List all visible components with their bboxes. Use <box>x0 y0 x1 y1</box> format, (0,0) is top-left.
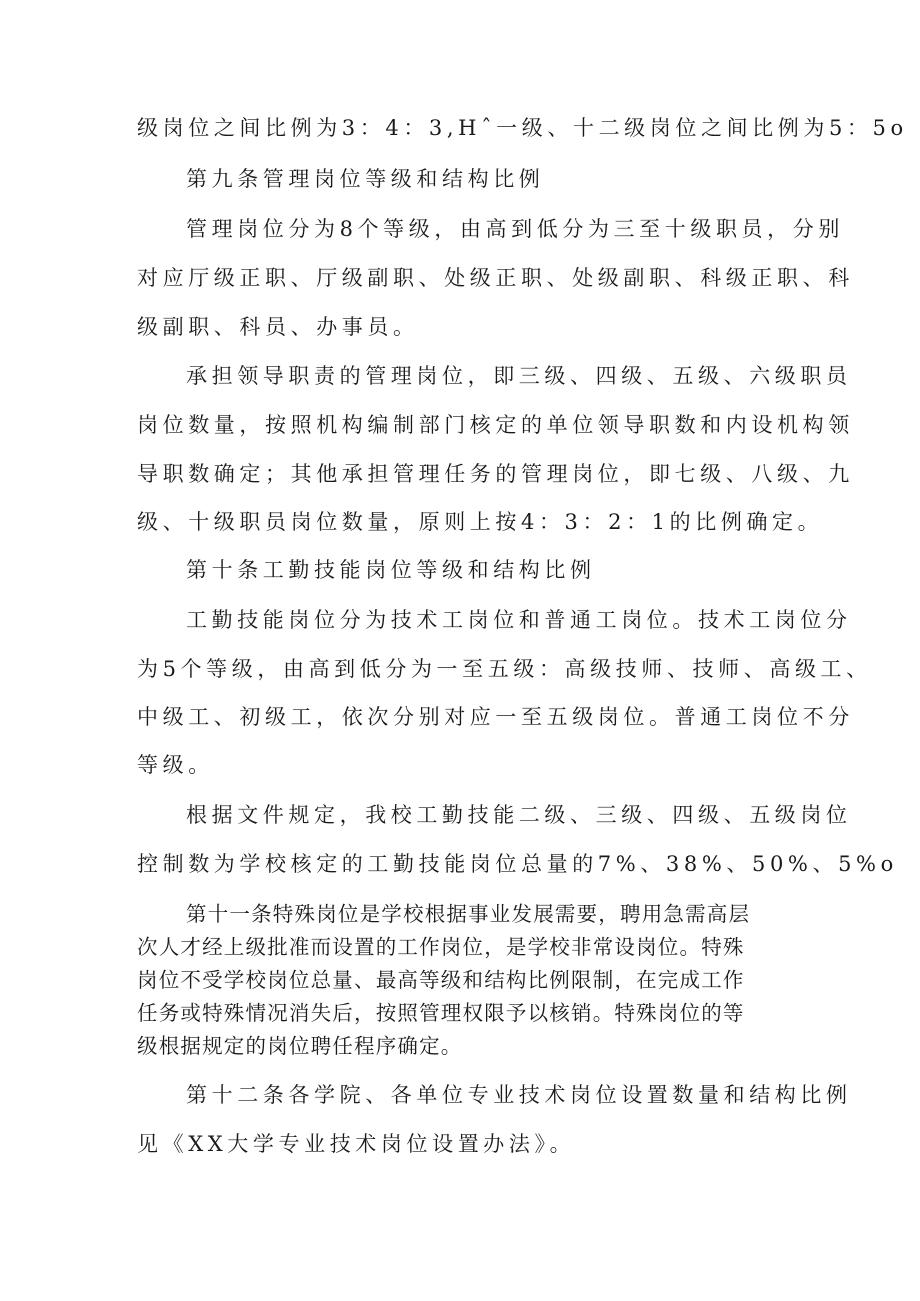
text-line: 级根据规定的岗位聘任程序确定。 <box>137 1034 463 1058</box>
text-line: 工勤技能岗位分为技术工岗位和普通工岗位。技术工岗位分 <box>186 608 852 632</box>
text-line: 为5个等级，由高到低分为一至五级：高级技师、技师、高级工、 <box>137 657 872 681</box>
text-line: 级岗位之间比例为3：4：3,Hˆ一级、十二级岗位之间比例为5：5o <box>137 116 908 140</box>
text-line: 岗位不受学校岗位总量、最高等级和结构比例限制，在完成工作 <box>137 968 745 992</box>
text-line: 等级。 <box>137 753 214 777</box>
text-line: 承担领导职责的管理岗位，即三级、四级、五级、六级职员 <box>186 364 852 388</box>
text-line: 级副职、科员、办事员。 <box>137 315 419 339</box>
text-line: 见《XX大学专业技术岗位设置办法》。 <box>137 1132 576 1156</box>
text-line: 次人才经上级批准而设置的工作岗位，是学校非常设岗位。特殊 <box>137 935 745 959</box>
text-line: 岗位数量，按照机构编制部门核定的单位领导职数和内设机构领 <box>137 413 854 437</box>
text-line: 任务或特殊情况消失后，按照管理权限予以核销。特殊岗位的等 <box>137 1001 745 1025</box>
text-line: 对应厅级正职、厅级副职、处级正职、处级副职、科级正职、科 <box>137 266 854 290</box>
text-line: 级、十级职员岗位数量，原则上按4：3：2：1的比例确定。 <box>137 510 824 534</box>
article-heading: 第十条工勤技能岗位等级和结构比例 <box>186 558 596 582</box>
text-line: 管理岗位分为8个等级，由高到低分为三至十级职员，分别 <box>186 217 844 241</box>
text-line: 中级工、初级工，依次分别对应一至五级岗位。普通工岗位不分 <box>137 705 854 729</box>
text-line: 控制数为学校核定的工勤技能岗位总量的7%、38%、50%、5%o <box>137 852 898 876</box>
article-heading: 第九条管理岗位等级和结构比例 <box>186 167 545 191</box>
text-line: 第十二条各学院、各单位专业技术岗位设置数量和结构比例 <box>186 1083 852 1107</box>
text-line: 第十一条特殊岗位是学校根据事业发展需要，聘用急需高层 <box>186 902 751 926</box>
text-line: 导职数确定；其他承担管理任务的管理岗位，即七级、八级、九 <box>137 462 854 486</box>
text-line: 根据文件规定，我校工勤技能二级、三级、四级、五级岗位 <box>186 803 852 827</box>
